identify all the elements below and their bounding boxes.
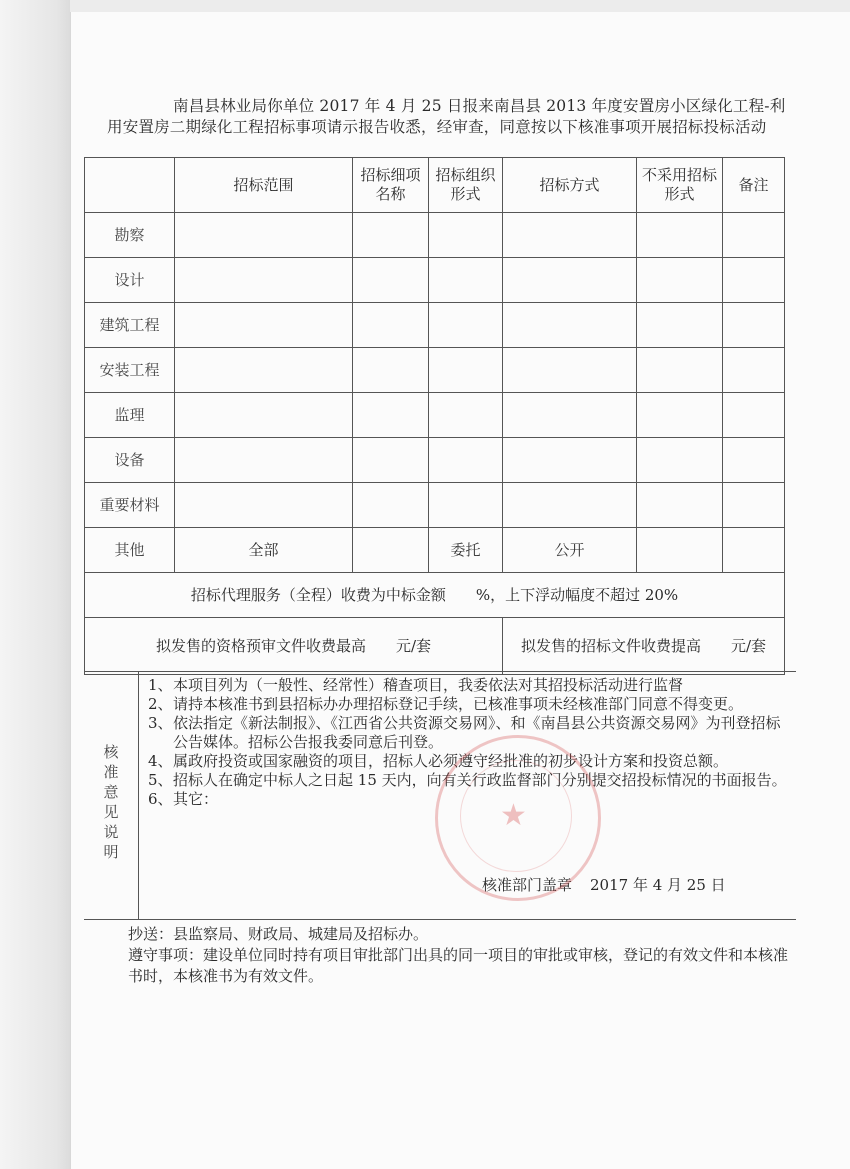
header-cell: 招标范围: [175, 158, 353, 213]
item-number: 5、: [148, 771, 173, 789]
item-number: 2、: [148, 695, 173, 713]
org-cell: 委托: [429, 528, 503, 573]
item-text: 其它：: [173, 790, 219, 808]
table-row: [85, 483, 785, 528]
seal-star-icon: ★: [500, 798, 527, 833]
item-cell: [353, 348, 429, 393]
note-cell: [723, 483, 785, 528]
item-cell: [353, 258, 429, 303]
intro-paragraph: [107, 96, 787, 138]
table-row: [85, 348, 785, 393]
tender-approval-table: [84, 157, 785, 675]
item-cell: [353, 213, 429, 258]
document-price-row: [85, 618, 785, 675]
table-row: [85, 258, 785, 303]
category-cell: 建筑工程: [85, 303, 175, 348]
item-text: 请持本核准书到县招标办办理招标登记手续，已核准事项未经核准部门同意不得变更。: [173, 695, 744, 713]
footer-notes: [128, 924, 788, 987]
nontender-cell: [637, 258, 723, 303]
table-row: [85, 303, 785, 348]
item-text: 属政府投资或国家融资的项目，招标人必须遵守经批准的初步设计方案和投资总额。: [173, 752, 729, 770]
scope-cell: [175, 438, 353, 483]
red-seal-stamp: [435, 735, 601, 901]
approval-side-label: [84, 672, 139, 919]
note-cell: [723, 438, 785, 483]
note-cell: [723, 348, 785, 393]
org-cell: [429, 483, 503, 528]
nontender-cell: [637, 483, 723, 528]
scope-cell: [175, 393, 353, 438]
doc-fee-text: 拟发售的招标文件收费提高 元/套: [503, 618, 785, 675]
item-number: 6、: [148, 790, 173, 808]
nontender-cell: [637, 303, 723, 348]
header-cell: 备注: [723, 158, 785, 213]
approval-item: [148, 714, 788, 752]
approval-label-text: 核准意见说明: [103, 743, 119, 861]
method-cell: [503, 213, 637, 258]
method-cell: [503, 348, 637, 393]
org-cell: [429, 213, 503, 258]
nontender-cell: [637, 438, 723, 483]
item-cell: [353, 303, 429, 348]
category-cell: 设计: [85, 258, 175, 303]
table-row: [85, 438, 785, 483]
org-cell: [429, 438, 503, 483]
prequal-fee-text: 拟发售的资格预审文件收费最高 元/套: [85, 618, 503, 675]
item-number: 3、: [148, 714, 173, 732]
sign-label: 核准部门盖章: [482, 876, 573, 894]
note-cell: [723, 258, 785, 303]
method-cell: [503, 303, 637, 348]
item-cell: [353, 438, 429, 483]
item-number: 1、: [148, 676, 173, 694]
nontender-cell: [637, 213, 723, 258]
note-cell: [723, 213, 785, 258]
category-cell: 设备: [85, 438, 175, 483]
category-cell: 监理: [85, 393, 175, 438]
category-cell: 其他: [85, 528, 175, 573]
table-header-row: [85, 158, 785, 213]
note-cell: [723, 393, 785, 438]
item-cell: [353, 483, 429, 528]
scope-cell: [175, 483, 353, 528]
method-cell: [503, 258, 637, 303]
scope-cell: [175, 258, 353, 303]
org-cell: [429, 393, 503, 438]
scope-cell: 全部: [175, 528, 353, 573]
approval-item: [148, 676, 788, 695]
approval-item: [148, 695, 788, 714]
scope-cell: [175, 348, 353, 393]
header-cell: 招标组织形式: [429, 158, 503, 213]
category-cell: 勘察: [85, 213, 175, 258]
org-cell: [429, 348, 503, 393]
table-row: [85, 528, 785, 573]
header-cell: 招标细项名称: [353, 158, 429, 213]
method-cell: [503, 483, 637, 528]
method-cell: [503, 393, 637, 438]
agency-fee-row: [85, 573, 785, 618]
sign-date: 2017 年 4 月 25 日: [590, 876, 726, 894]
note-cell: [723, 528, 785, 573]
nontender-cell: [637, 528, 723, 573]
scope-cell: [175, 303, 353, 348]
nontender-cell: [637, 348, 723, 393]
org-cell: [429, 303, 503, 348]
category-cell: 安装工程: [85, 348, 175, 393]
method-cell: [503, 438, 637, 483]
agency-fee-text: 招标代理服务（全程）收费为中标金额 %，上下浮动幅度不超过 20%: [85, 573, 785, 618]
org-cell: [429, 258, 503, 303]
item-cell: [353, 393, 429, 438]
notice-text: 遵守事项：建设单位同时持有项目审批部门出具的同一项目的审批或审核，登记的有效文件和本核准书时，本核准书为有效文件。: [128, 946, 789, 985]
table-row: [85, 213, 785, 258]
item-number: 4、: [148, 752, 173, 770]
header-cell: 招标方式: [503, 158, 637, 213]
nontender-cell: [637, 393, 723, 438]
category-cell: 重要材料: [85, 483, 175, 528]
note-cell: [723, 303, 785, 348]
cc-line: 抄送：县监察局、财政局、城建局及招标办。: [128, 925, 429, 943]
table-row: [85, 393, 785, 438]
item-cell: [353, 528, 429, 573]
item-text: 依法指定《新法制报》、《江西省公共资源交易网》、和《南昌县公共资源交易网》为刊登招标公告媒体。招标公告报我委同意后刊登。: [173, 714, 781, 751]
method-cell: 公开: [503, 528, 637, 573]
scan-edge: [0, 0, 70, 1169]
intro-text: 南昌县林业局你单位 2017 年 4 月 25 日报来南昌县 2013 年度安置房小区绿化工程-利用安置房二期绿化工程招标事项请示报告收悉，经审查，同意按以下核准事项开展招标投标活动: [107, 97, 786, 136]
header-cell: 不采用招标形式: [637, 158, 723, 213]
item-text: 本项目列为（一般性、经常性）稽查项目，我委依法对其招投标活动进行监督: [173, 676, 684, 694]
header-cell: [85, 158, 175, 213]
item-text: 招标人在确定中标人之日起 15 天内，向有关行政监督部门分别提交招投标情况的书面报告。: [173, 771, 787, 789]
scope-cell: [175, 213, 353, 258]
